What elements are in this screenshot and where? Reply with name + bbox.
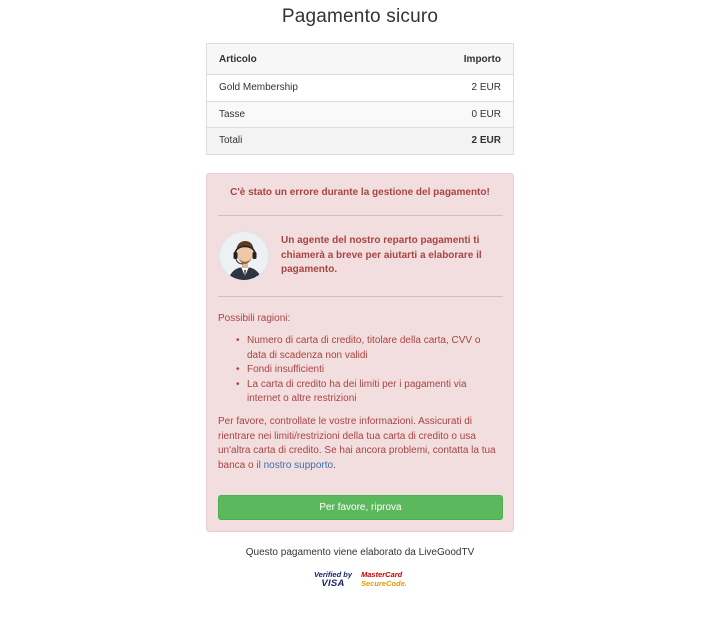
- page-title: Pagamento sicuro: [281, 6, 439, 27]
- total-amount: 2 EUR: [471, 135, 501, 147]
- payment-error-panel: [206, 173, 514, 532]
- table-row: [207, 101, 513, 128]
- item-name: Gold Membership: [219, 82, 298, 94]
- verified-by-visa-logo: [313, 570, 353, 590]
- reasons-list: [236, 334, 496, 407]
- mc-line2: SecureCode.: [361, 578, 407, 588]
- support-agent-icon: [220, 232, 269, 281]
- support-agent-avatar: [219, 231, 269, 281]
- item-name: Tasse: [219, 108, 246, 120]
- total-row: [207, 127, 513, 154]
- mc-line1: MasterCard: [361, 570, 403, 579]
- support-link[interactable]: il nostro supporto: [256, 459, 334, 471]
- advice-paragraph: [218, 415, 508, 473]
- item-amount: 0 EUR: [471, 108, 501, 120]
- column-header-item: Articolo: [219, 53, 257, 65]
- visa-line2: VISA: [321, 577, 345, 589]
- visa-line1: Verified by: [313, 570, 353, 579]
- item-amount: 2 EUR: [471, 82, 501, 94]
- list-item: • La carta di credito ha dei limiti per i pagamenti via internet o altre restrizioni: [236, 378, 496, 407]
- divider: [218, 215, 503, 216]
- divider: [218, 296, 503, 297]
- security-badges: [313, 570, 407, 592]
- error-title: C'è stato un errore durante la gestione del pagamento!: [230, 187, 490, 198]
- list-item: • Fondi insufficienti: [236, 363, 496, 378]
- table-header-row: [207, 44, 513, 74]
- retry-button[interactable]: Per favore, riprova: [218, 495, 503, 520]
- processed-by-note: Questo pagamento viene elaborato da LiveGoodTV: [245, 547, 475, 558]
- column-header-amount: Importo: [463, 53, 501, 65]
- total-label: Totali: [219, 135, 243, 147]
- agent-callback-message: Un agente del nostro reparto pagamenti ti chiamerà a breve per aiutarti a elaborare il pagamento.: [281, 235, 482, 275]
- table-row: [207, 74, 513, 101]
- list-item: • Numero di carta di credito, titolare della carta, CVV o data di scadenza non validi: [236, 334, 496, 363]
- reasons-heading: Possibili ragioni:: [218, 313, 291, 324]
- mastercard-securecode-logo: [361, 570, 407, 590]
- advice-text: Per favore, controllate le vostre informazioni. Assicurati di rientrare nei limiti/restrizioni della tua carta di credito o usa un'altra carta di credito. Se hai ancora problemi, contatta la tua banca o: [218, 416, 496, 471]
- advice-end: .: [333, 459, 336, 471]
- order-summary-table: [206, 43, 514, 155]
